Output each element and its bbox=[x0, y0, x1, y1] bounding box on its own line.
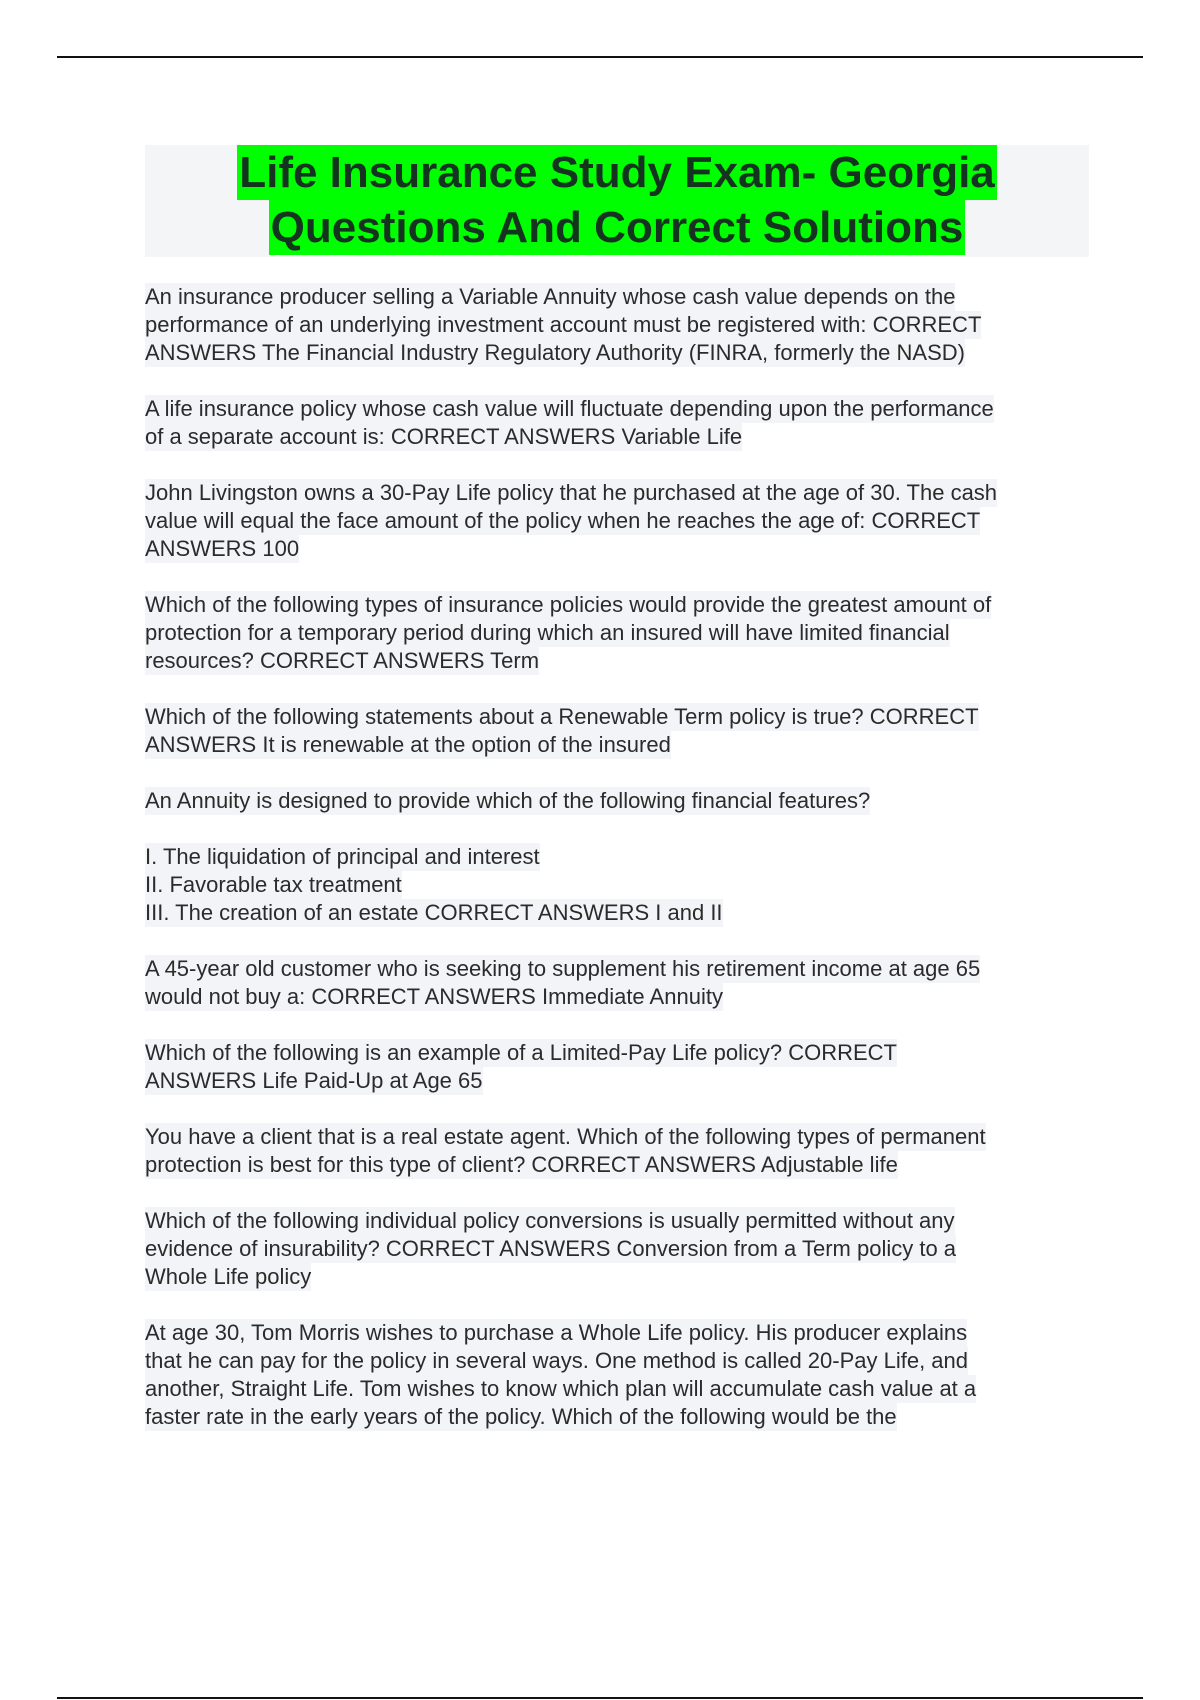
qa-paragraph-6 bbox=[145, 787, 1089, 815]
text-line: protection is best for this type of client? CORRECT ANSWERS Adjustable life bbox=[145, 1152, 898, 1177]
text-line: John Livingston owns a 30-Pay Life policy that he purchased at the age of 30. The cash bbox=[145, 480, 998, 505]
qa-paragraph-10 bbox=[145, 1123, 1089, 1179]
text-line: would not buy a: CORRECT ANSWERS Immediate Annuity bbox=[145, 984, 723, 1009]
text-line: Which of the following types of insurance policies would provide the greatest amount of bbox=[145, 592, 992, 617]
title-block bbox=[145, 145, 1089, 257]
qa-paragraph-1 bbox=[145, 283, 1089, 367]
qa-paragraph-2 bbox=[145, 395, 1089, 451]
qa-paragraph-11 bbox=[145, 1207, 1089, 1291]
qa-paragraph-3 bbox=[145, 479, 1089, 563]
text-line: A life insurance policy whose cash value will fluctuate depending upon the performance bbox=[145, 396, 994, 421]
text-line: An Annuity is designed to provide which of the following financial features? bbox=[145, 788, 871, 813]
text-line: A 45-year old customer who is seeking to supplement his retirement income at age 65 bbox=[145, 956, 981, 981]
text-line: faster rate in the early years of the policy. Which of the following would be the bbox=[145, 1404, 897, 1429]
text-line: II. Favorable tax treatment bbox=[145, 872, 402, 897]
text-line: Which of the following individual policy conversions is usually permitted without any bbox=[145, 1208, 955, 1233]
page-title-line-2: Questions And Correct Solutions bbox=[269, 200, 966, 255]
qa-paragraph-9 bbox=[145, 1039, 1089, 1095]
qa-paragraph-12 bbox=[145, 1319, 1089, 1431]
text-line: You have a client that is a real estate agent. Which of the following types of permanent bbox=[145, 1124, 986, 1149]
text-line: resources? CORRECT ANSWERS Term bbox=[145, 648, 540, 673]
text-line: Whole Life policy bbox=[145, 1264, 312, 1289]
qa-paragraph-7 bbox=[145, 843, 1089, 927]
text-line: value will equal the face amount of the policy when he reaches the age of: CORRECT bbox=[145, 508, 981, 533]
text-line: performance of an underlying investment account must be registered with: CORRECT bbox=[145, 312, 982, 337]
text-line: Which of the following statements about a Renewable Term policy is true? CORRECT bbox=[145, 704, 979, 729]
text-line: Which of the following is an example of a Limited-Pay Life policy? CORRECT bbox=[145, 1040, 897, 1065]
qa-paragraph-4 bbox=[145, 591, 1089, 675]
text-line: III. The creation of an estate CORRECT ANSWERS I and II bbox=[145, 900, 723, 925]
text-line: An insurance producer selling a Variable Annuity whose cash value depends on the bbox=[145, 284, 956, 309]
text-line: ANSWERS 100 bbox=[145, 536, 300, 561]
text-line: evidence of insurability? CORRECT ANSWERS Conversion from a Term policy to a bbox=[145, 1236, 957, 1261]
text-line: that he can pay for the policy in several ways. One method is called 20-Pay Life, and bbox=[145, 1348, 969, 1373]
text-line: ANSWERS It is renewable at the option of the insured bbox=[145, 732, 671, 757]
text-line: At age 30, Tom Morris wishes to purchase a Whole Life policy. His producer explains bbox=[145, 1320, 968, 1345]
top-rule bbox=[57, 56, 1143, 58]
bottom-rule bbox=[57, 1697, 1143, 1699]
text-line: of a separate account is: CORRECT ANSWERS Variable Life bbox=[145, 424, 743, 449]
page-title-line-1: Life Insurance Study Exam- Georgia bbox=[237, 145, 997, 200]
text-line: ANSWERS Life Paid-Up at Age 65 bbox=[145, 1068, 483, 1093]
qa-paragraph-5 bbox=[145, 703, 1089, 759]
text-line: ANSWERS The Financial Industry Regulatory Authority (FINRA, formerly the NASD) bbox=[145, 340, 965, 365]
qa-paragraph-8 bbox=[145, 955, 1089, 1011]
text-line: protection for a temporary period during which an insured will have limited financial bbox=[145, 620, 950, 645]
text-line: another, Straight Life. Tom wishes to know which plan will accumulate cash value at a bbox=[145, 1376, 977, 1401]
document-body bbox=[145, 283, 1089, 1459]
text-line: I. The liquidation of principal and interest bbox=[145, 844, 540, 869]
